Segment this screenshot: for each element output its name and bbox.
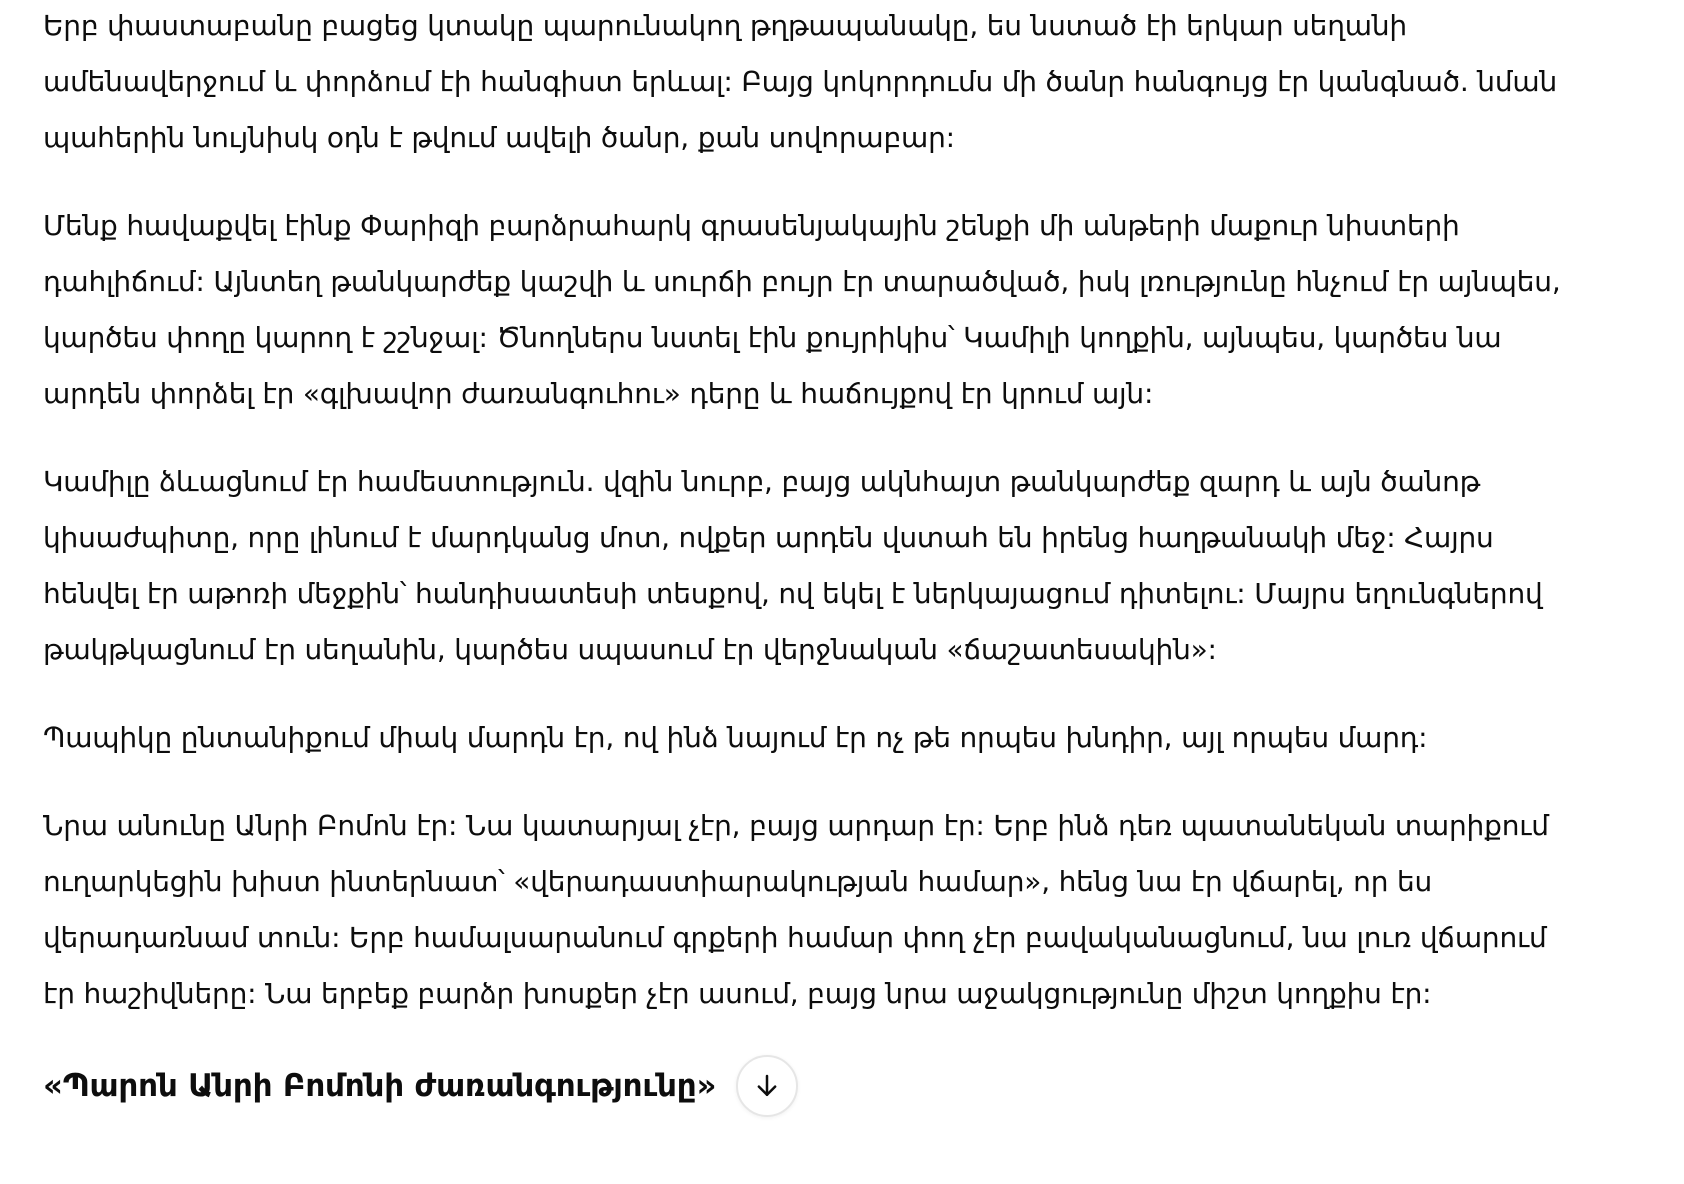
paragraph-5: Նրա անունը Անրի Բոմոն էր: Նա կատարյալ չէր, բայց արդար էր: Երբ ինձ դեռ պատանեկան տարիքում ուղարկեցին խիստ ինտերնատ՝ «վերադաստիարակության համար», հենց նա էր վճարել, որ ես վերադառնամ տուն: Երբ համալսարանում գրքերի համար փող չէր բավականացնում, նա լուռ վճարում էր հաշիվները: Նա երբեք բարձր խոսքեր չէր ասում, բայց նրա աջակցությունը միշտ կողքիս էր: <box>43 809 1549 1010</box>
section-heading-row <box>43 1054 1583 1118</box>
arrow-down-icon <box>752 1071 782 1101</box>
paragraph-3: Կամիլը ձևացնում էր համեստություն. վզին նուրբ, բայց ակնհայտ թանկարժեք զարդ և այն ծանոթ կիսաժպիտը, որը լինում է մարդկանց մոտ, ովքեր արդեն վստահ են իրենց հաղթանակի մեջ: Հայրս հենվել էր աթոռի մեջքին՝ հանդիսատեսի տեսքով, ով եկել է ներկայացում դիտելու: Մայրս եղունգներով թակթկացնում էր սեղանին, կարծես սպասում էր վերջնական «ճաշատեսակին»: <box>43 465 1543 666</box>
paragraph-2: Մենք հավաքվել էինք Փարիզի բարձրահարկ գրասենյակային շենքի մի անթերի մաքուր նիստերի դահլիճում: Այնտեղ թանկարժեք կաշվի և սուրճի բույր էր տարածված, իսկ լռությունը հնչում էր այնպես, կարծես փողը կարող է շշնջալ: Ծնողներս նստել էին քույրիկիս՝ Կամիլի կողքին, այնպես, կարծես նա արդեն փորձել էր «գլխավոր ժառանգուհու» դերը և հաճույքով էր կրում այն: <box>43 209 1561 410</box>
scroll-to-bottom-button[interactable] <box>736 1055 798 1117</box>
article-body <box>43 0 1583 1118</box>
paragraph-4: Պապիկը ընտանիքում միակ մարդն էր, ով ինձ նայում էր ոչ թե որպես խնդիր, այլ որպես մարդ: <box>43 721 1428 754</box>
paragraph-1: Երբ փաստաբանը բացեց կտակը պարունակող թղթապանակը, ես նստած էի երկար սեղանի ամենավերջում և փորձում էի հանգիստ երևալ: Բայց կոկորդումս մի ծանր հանգույց էր կանգնած. նման պահերին նույնիսկ օդն է թվում ավելի ծանր, քան սովորաբար: <box>43 9 1557 154</box>
section-heading: «Պարոն Անրի Բոմոնի ժառանգությունը» <box>43 1068 717 1104</box>
